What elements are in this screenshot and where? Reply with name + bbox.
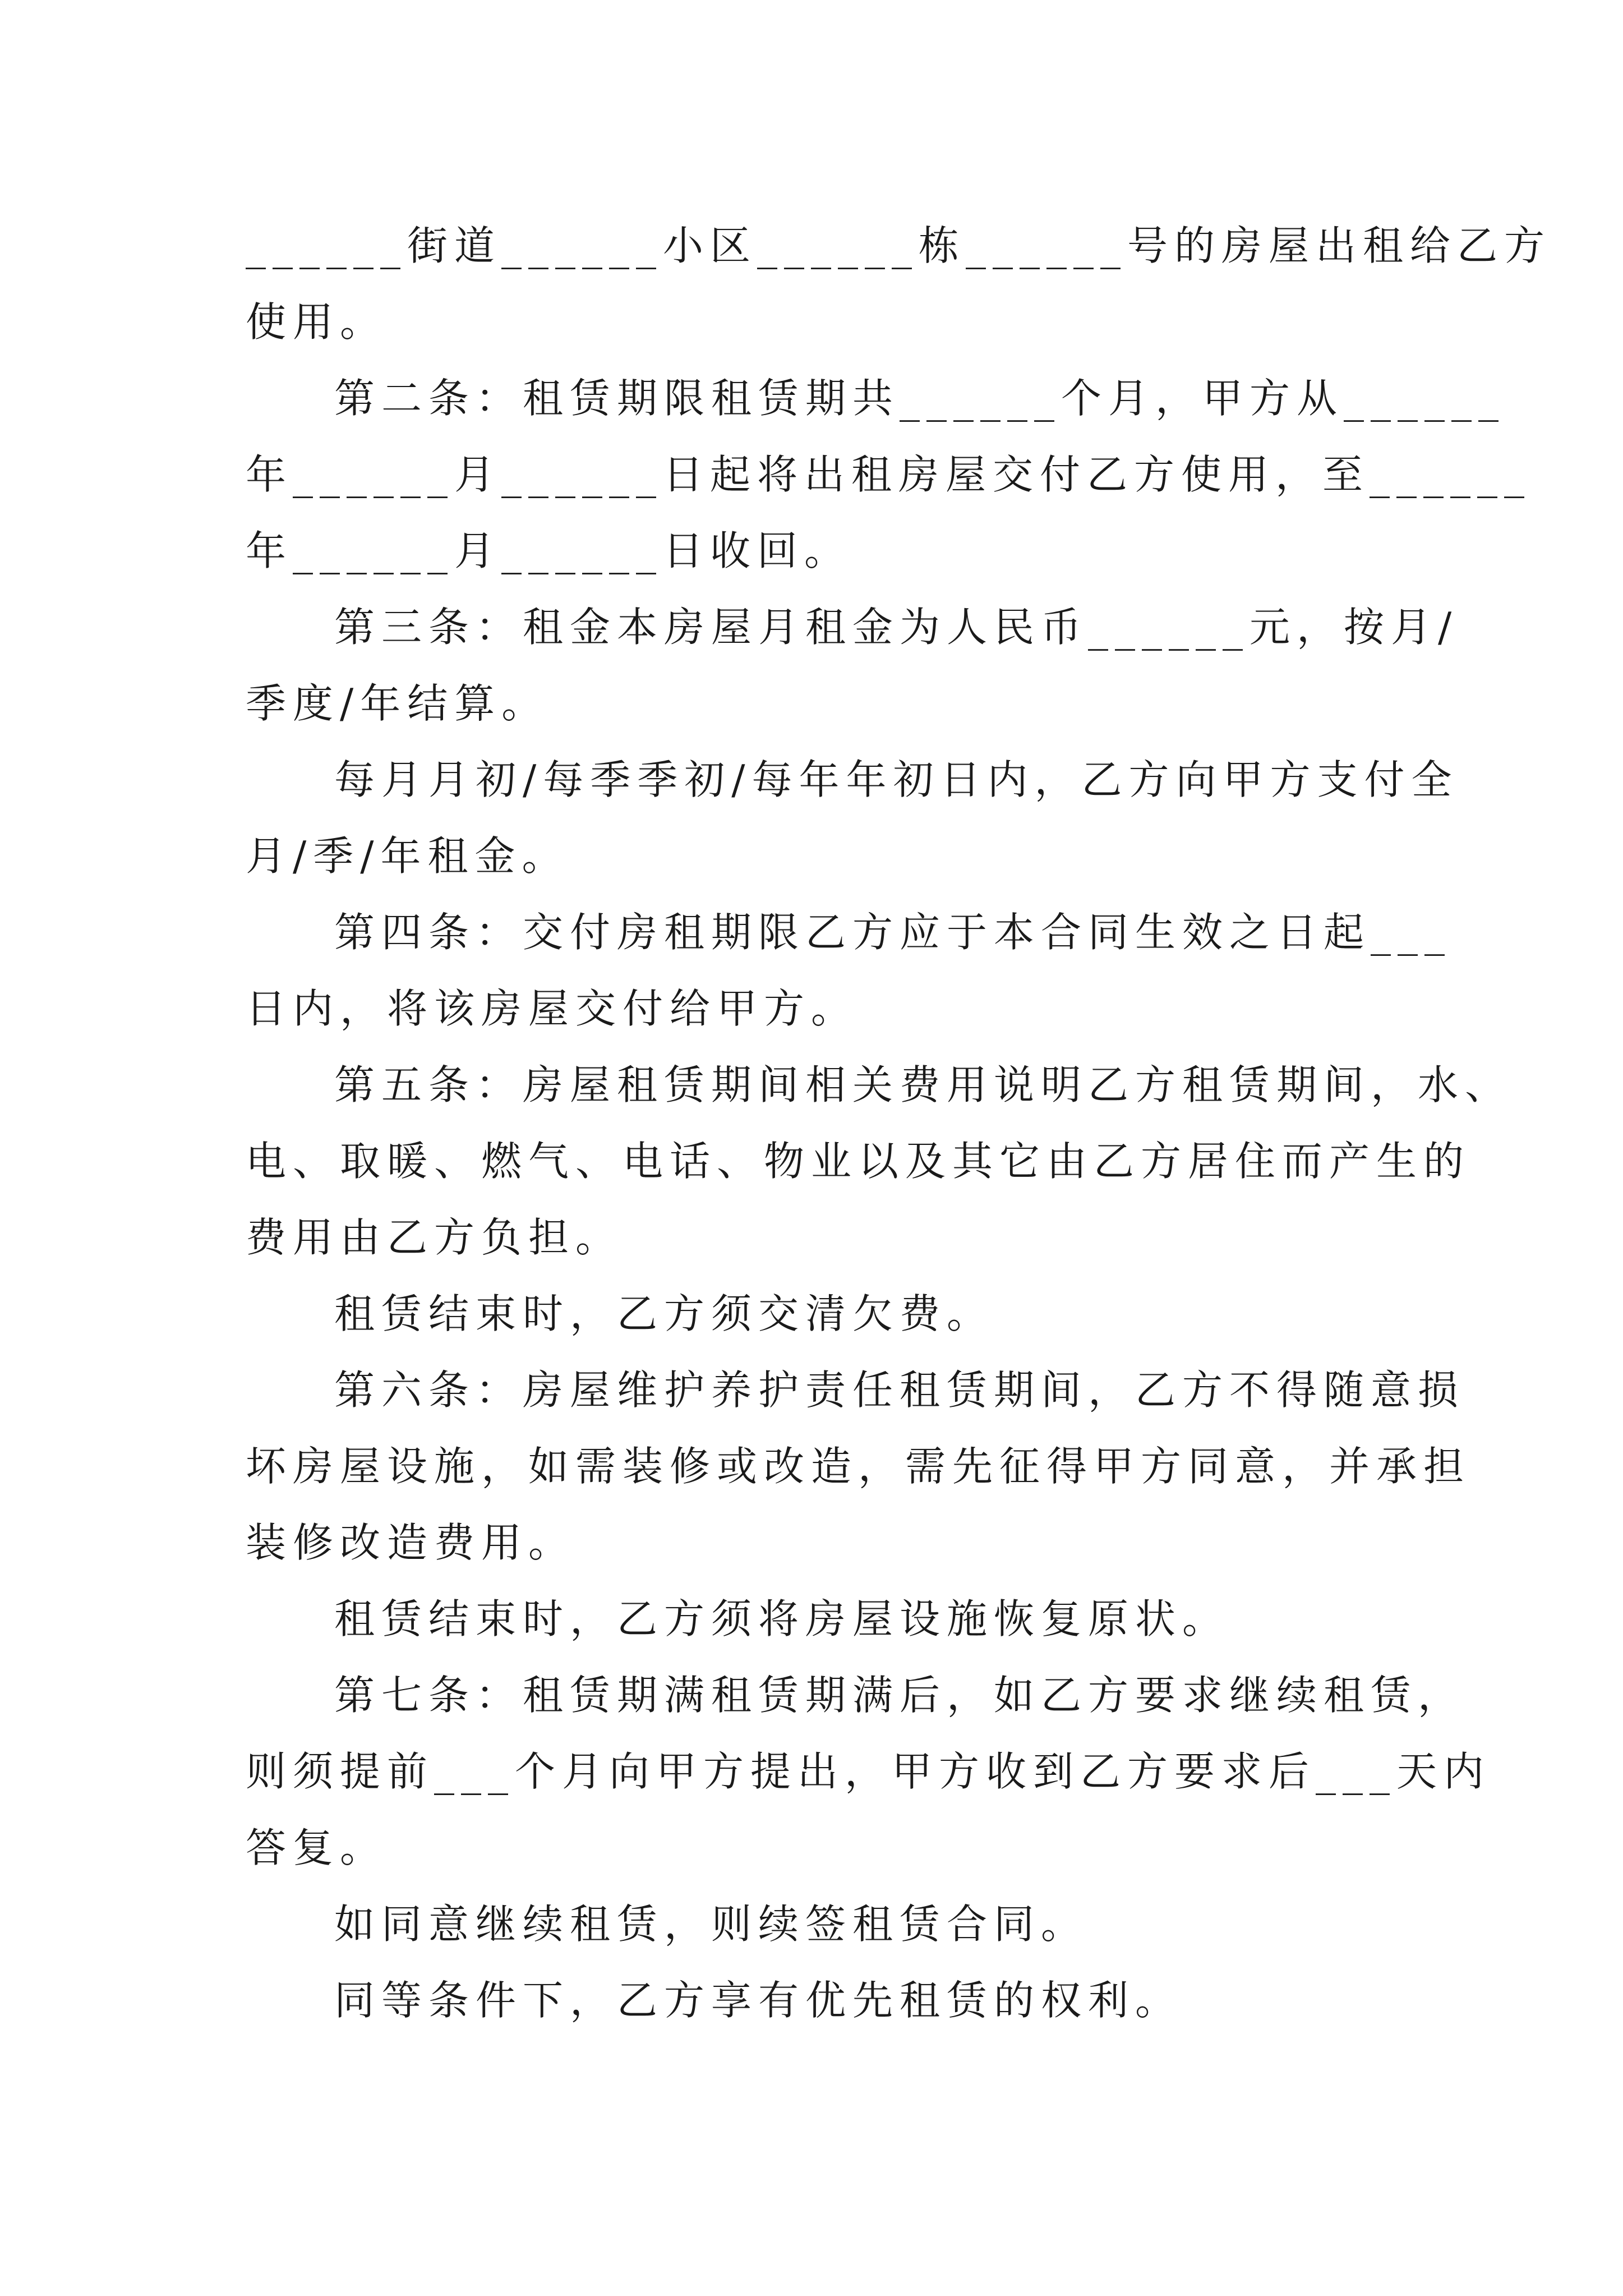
text-line: 费用由乙方负担。 — [246, 1214, 623, 1261]
paragraph-first-line: 如同意继续租赁，则续签租赁合同。 — [334, 1901, 1089, 1948]
text-line: 季度/年结算。 — [246, 680, 549, 727]
text-line: 答复。 — [246, 1824, 388, 1871]
clause-5-heading: 第五条：房屋租赁期间相关费用说明乙方租赁期间，水、 — [334, 1061, 1513, 1108]
text-line: 月/季/年租金。 — [246, 832, 569, 880]
document-body — [246, 212, 1552, 2043]
clause-6-heading: 第六条：房屋维护养护责任租赁期间，乙方不得随意损 — [334, 1366, 1465, 1414]
text-line: 年______月______日起将出租房屋交付乙方使用，至______ — [246, 451, 1532, 498]
paragraph-first-line: 同等条件下，乙方享有优先租赁的权利。 — [334, 1977, 1183, 2024]
paragraph-first-line: 每月月初/每季季初/每年年初日内，乙方向甲方支付全 — [334, 756, 1459, 803]
paragraph-first-line: 租赁结束时，乙方须交清欠费。 — [334, 1290, 994, 1337]
text-line: 年______月______日收回。 — [246, 527, 852, 574]
clause-4-heading: 第四条：交付房租期限乙方应于本合同生效之日起___ — [334, 909, 1452, 956]
text-line: 使用。 — [246, 298, 388, 346]
text-line: 电、取暖、燃气、电话、物业以及其它由乙方居住而产生的 — [246, 1138, 1471, 1185]
text-line: 装修改造费用。 — [246, 1519, 576, 1566]
text-line: 则须提前___个月向甲方提出，甲方收到乙方要求后___天内 — [246, 1748, 1491, 1795]
text-line: 坏房屋设施，如需装修或改造，需先征得甲方同意，并承担 — [246, 1443, 1471, 1490]
paragraph-first-line: 租赁结束时，乙方须将房屋设施恢复原状。 — [334, 1595, 1230, 1642]
clause-3-heading: 第三条：租金本房屋月租金为人民币______元，按月/ — [334, 604, 1459, 651]
clause-7-heading: 第七条：租赁期满租赁期满后，如乙方要求继续租赁， — [334, 1672, 1465, 1719]
clause-2-heading: 第二条：租赁期限租赁期共______个月，甲方从______ — [334, 375, 1506, 422]
text-line: ______街道______小区______栋______号的房屋出租给乙方 — [246, 222, 1552, 269]
text-line: 日内，将该房屋交付给甲方。 — [246, 985, 859, 1032]
